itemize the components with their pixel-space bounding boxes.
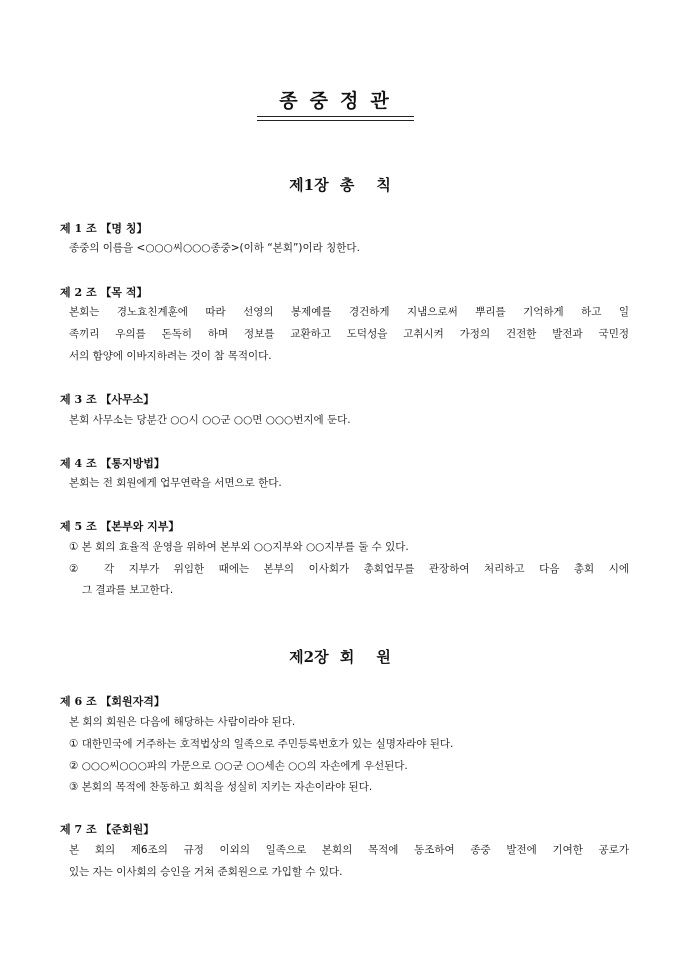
article-heading: 제 3 조 【사무소】 (60, 393, 155, 406)
article-text: ② 각 지부가 위임한 때에는 본부의 이사회가 총회업무를 관장하여 처리하고 다음 총회 시에 (69, 563, 629, 575)
title-underline (257, 120, 414, 121)
document-title: 종중정관 (279, 90, 401, 112)
article-heading: 제 6 조 【회원자격】 (60, 695, 165, 708)
article-heading: 제 5 조 【본부와 지부】 (60, 520, 180, 533)
article-text: 그 결과를 보고한다. (82, 584, 174, 596)
article-text: ③ 본회의 목적에 찬동하고 회칙을 성실히 지키는 자손이라야 된다. (69, 781, 373, 793)
article-text: 본 회의 회원은 다음에 해당하는 사람이라야 된다. (69, 716, 296, 728)
article-text: 본회 사무소는 당분간 ○○시 ○○군 ○○면 ○○○번지에 둔다. (69, 414, 351, 426)
article-heading: 제 1 조 【명 칭】 (60, 222, 148, 235)
chapter-name: 총 (339, 176, 355, 194)
chapter-name: 회 (339, 648, 355, 666)
article-text: 본 회의 제6조의 규정 이외의 일족으로 본회의 목적에 동조하여 종중 발전에 기여한 공로가 (69, 844, 629, 856)
article-text: 본회는 전 회원에게 업무연락을 서면으로 한다. (69, 477, 282, 489)
chapter-heading (0, 646, 680, 667)
article-text: ② ○○○씨○○○파의 가문으로 ○○군 ○○세손 ○○의 자손에게 우선된다. (69, 760, 408, 772)
article-text: 족끼리 우의를 돈독히 하며 정보를 교환하고 도덕성을 고취시켜 가정의 건전한 발전과 국민정 (69, 328, 629, 340)
article-text: 종중의 이름을 <○○○씨○○○종중>(이하 “본회”)이라 칭한다. (69, 242, 360, 254)
article-heading: 제 7 조 【준회원】 (60, 823, 155, 836)
article-heading: 제 4 조 【통지방법】 (60, 457, 165, 470)
article-text: ① 대한민국에 거주하는 호적법상의 일족으로 주민등록번호가 있는 실명자라야 된다. (69, 738, 454, 750)
chapter-name: 원 (376, 648, 391, 666)
article-text: 본회는 경노효친계훈에 따라 선영의 봉제예를 경건하게 지냄으로써 뿌리를 기억하게 하고 일 (69, 306, 629, 318)
article-text: ① 본 회의 효율적 운영을 위하여 본부외 ○○지부와 ○○지부를 둘 수 있다. (69, 541, 409, 553)
article-text: 서의 함양에 이바지하려는 것이 참 목적이다. (69, 350, 272, 362)
title-underline (257, 116, 414, 117)
article-heading: 제 2 조 【목 적】 (60, 286, 148, 299)
article-text: 있는 자는 이사회의 승인을 거쳐 준회원으로 가입할 수 있다. (69, 866, 343, 878)
chapter-label: 제1장 (289, 176, 329, 194)
chapter-heading (0, 174, 680, 195)
chapter-label: 제2장 (289, 648, 329, 666)
chapter-name: 칙 (376, 176, 391, 194)
